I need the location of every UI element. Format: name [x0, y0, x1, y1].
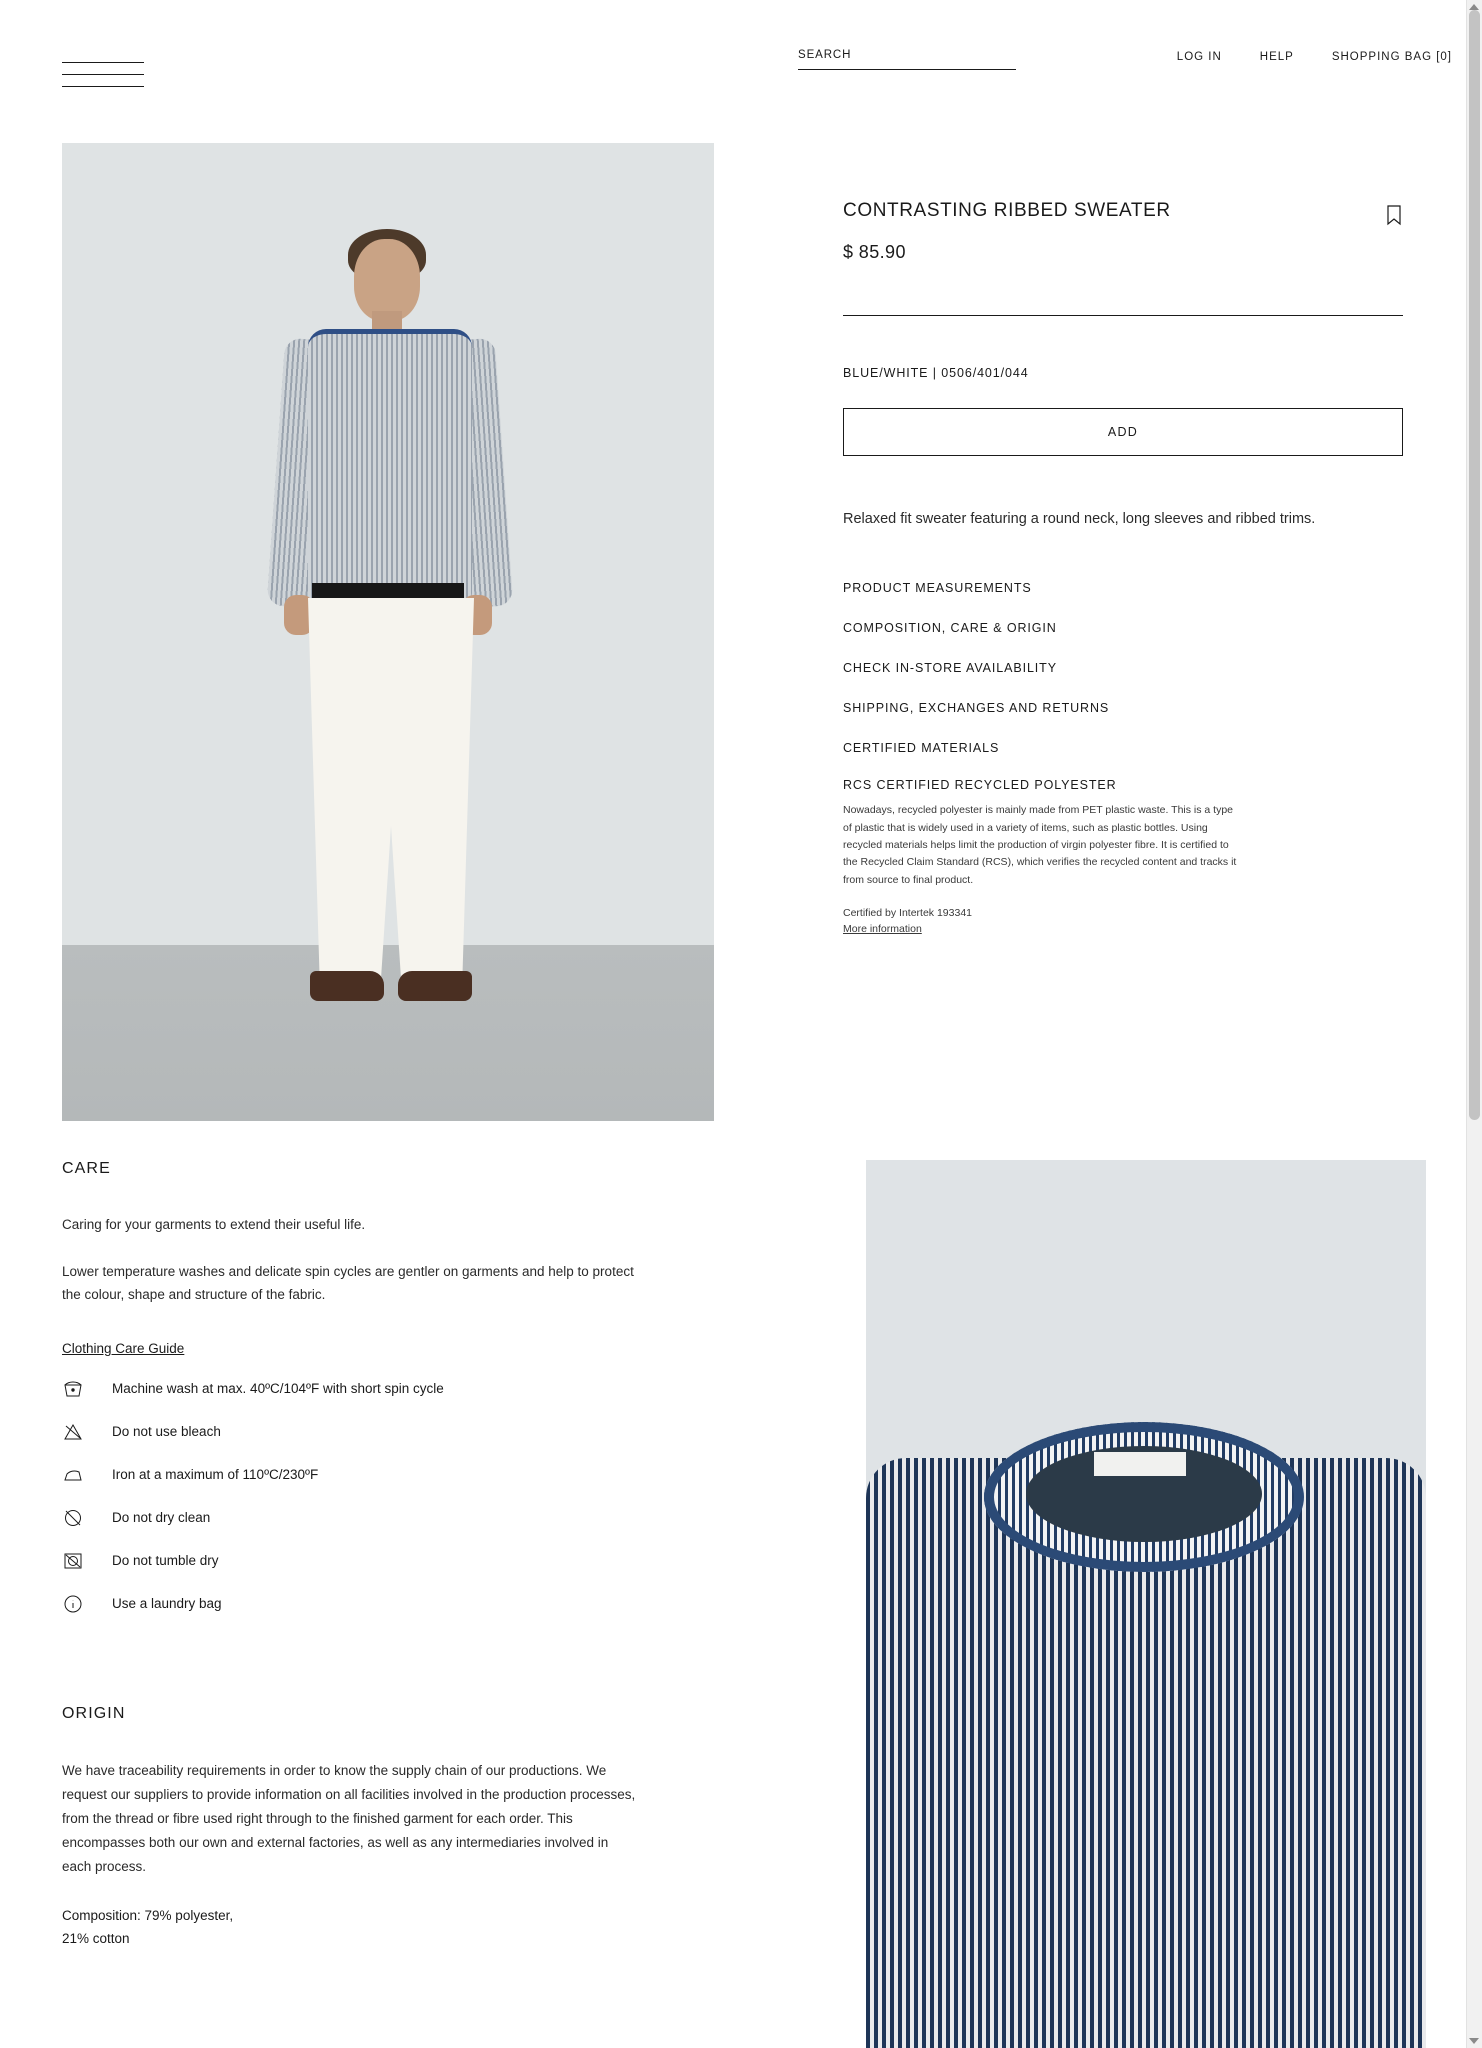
- bookmark-icon[interactable]: [1385, 204, 1403, 226]
- page-title: CONTRASTING RIBBED SWEATER: [843, 200, 1171, 221]
- composition-line-2: 21% cotton: [62, 1931, 130, 1947]
- care-instruction-text: Use a laundry bag: [112, 1596, 222, 1612]
- model-figure-illustration: [62, 143, 714, 1121]
- care-instruction-text: Do not dry clean: [112, 1510, 211, 1526]
- product-accordion-list: [843, 568, 1403, 768]
- accordion-shipping-exchanges-returns[interactable]: SHIPPING, EXCHANGES AND RETURNS: [843, 701, 1110, 716]
- iron-icon: [62, 1464, 84, 1486]
- care-section: [62, 1160, 662, 1636]
- shopping-bag-link[interactable]: SHOPPING BAG [0]: [1331, 51, 1452, 63]
- hamburger-menu-icon[interactable]: [62, 62, 144, 104]
- origin-title: ORIGIN: [62, 1705, 126, 1722]
- clothing-care-guide-link[interactable]: Clothing Care Guide: [62, 1340, 185, 1356]
- certification-block: [843, 778, 1403, 937]
- composition-line-1: Composition: 79% polyester,: [62, 1908, 234, 1924]
- product-main-image[interactable]: [62, 143, 714, 1121]
- care-title: CARE: [62, 1160, 111, 1177]
- product-color-code: BLUE/WHITE | 0506/401/044: [843, 366, 1029, 380]
- product-detail-image[interactable]: [866, 1160, 1426, 2048]
- origin-paragraph: We have traceability requirements in order to know the supply chain of our productions. We request our suppliers to provide information on all facilities involved in the production processes, from the thread or fibre used right through to the finished garment for each order. This encompasses both our own and external factories, as well as any intermediaries involved in each process.: [62, 1763, 636, 1875]
- care-instruction-text: Iron at a maximum of 110ºC/230ºF: [112, 1467, 319, 1483]
- more-information-link[interactable]: More information: [843, 923, 922, 936]
- accordion-check-in-store-availability[interactable]: CHECK IN-STORE AVAILABILITY: [843, 661, 1057, 676]
- laundry-bag-icon: [62, 1593, 84, 1615]
- login-link[interactable]: LOG IN: [1176, 51, 1222, 63]
- certification-body: Nowadays, recycled polyester is mainly made from PET plastic waste. This is a type of plastic that is widely used in a variety of items, such as plastic bottles. Using recycled materials helps limit the production of virgin polyester fibre. It is certified to the Recycled Claim Standard (RCS), which verifies the recycled content and tracks it from source to final product.: [843, 804, 1237, 886]
- accordion-composition-care-origin[interactable]: COMPOSITION, CARE & ORIGIN: [843, 621, 1057, 636]
- no-dry-clean-icon: [62, 1507, 84, 1529]
- care-instruction-text: Do not tumble dry: [112, 1553, 219, 1569]
- machine-wash-icon: [62, 1378, 84, 1400]
- accordion-certified-materials[interactable]: CERTIFIED MATERIALS: [843, 741, 1000, 756]
- header-links: [1177, 51, 1458, 63]
- care-instruction-text: Do not use bleach: [112, 1424, 221, 1440]
- care-instruction-row: [62, 1464, 662, 1486]
- brand-label: [1094, 1452, 1186, 1476]
- divider: [843, 315, 1403, 316]
- care-instruction-row: [62, 1421, 662, 1443]
- site-header: [0, 0, 1458, 122]
- search-input[interactable]: [798, 49, 1016, 70]
- care-paragraph: Lower temperature washes and delicate spin cycles are gentler on garments and help to protect the colour, shape and structure of the fabric.: [62, 1263, 634, 1302]
- scroll-down-arrow-icon[interactable]: [1469, 2038, 1479, 2044]
- care-instruction-row: [62, 1378, 662, 1400]
- no-bleach-icon: [62, 1421, 84, 1443]
- care-intro: Caring for your garments to extend their useful life.: [62, 1217, 366, 1232]
- care-instruction-row: [62, 1593, 662, 1615]
- add-button[interactable]: ADD: [843, 408, 1403, 456]
- origin-section: [62, 1705, 662, 1951]
- care-instruction-row: [62, 1507, 662, 1529]
- product-price: $ 85.90: [843, 242, 906, 262]
- care-instruction-row: [62, 1550, 662, 1572]
- certification-title: RCS CERTIFIED RECYCLED POLYESTER: [843, 778, 1117, 793]
- help-link[interactable]: HELP: [1259, 51, 1294, 63]
- page-scrollbar[interactable]: [1466, 0, 1482, 2048]
- scrollbar-thumb[interactable]: [1469, 10, 1480, 1120]
- product-description: Relaxed fit sweater featuring a round neck, long sleeves and ribbed trims.: [843, 511, 1316, 527]
- no-tumble-dry-icon: [62, 1550, 84, 1572]
- accordion-product-measurements[interactable]: PRODUCT MEASUREMENTS: [843, 581, 1032, 596]
- product-info-panel: [843, 200, 1403, 937]
- search-field-wrapper: [798, 45, 1016, 70]
- care-instruction-text: Machine wash at max. 40ºC/104ºF with short spin cycle: [112, 1381, 444, 1397]
- certification-certified-by: Certified by Intertek 193341: [843, 907, 972, 920]
